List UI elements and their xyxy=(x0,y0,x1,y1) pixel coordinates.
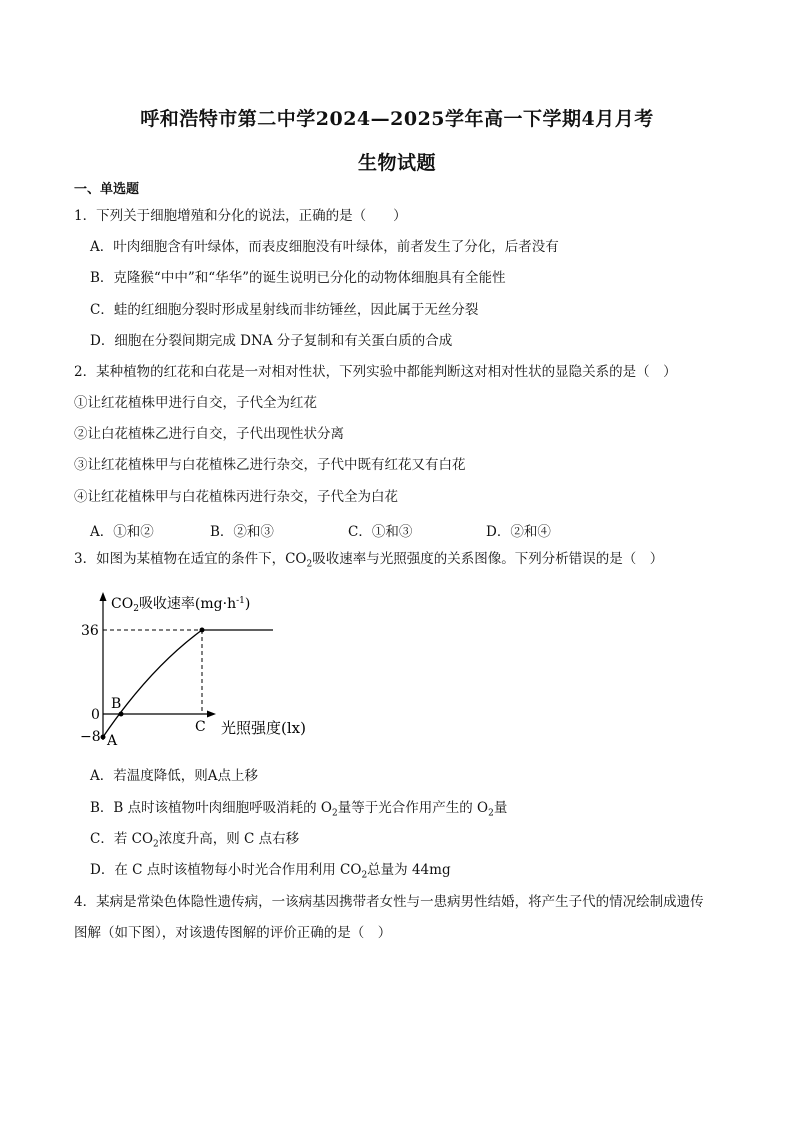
question-2-option-c: C．①和③ xyxy=(348,524,413,540)
co2-light-graph xyxy=(80,588,330,748)
graph-x-arrow xyxy=(207,711,216,718)
question-3-option-a: A．若温度降低，则A点上移 xyxy=(90,768,258,784)
graph-tick-0: 0 xyxy=(91,707,100,723)
question-1-option-c: C．蛙的红细胞分裂时形成星射线而非纺锤丝，因此属于无丝分裂 xyxy=(90,302,479,318)
graph-y-label: $CO_2$吸收速率$(mg\cdot h^{-1})$ xyxy=(111,596,251,614)
graph-point-a xyxy=(101,735,106,740)
graph-label-b: B xyxy=(111,696,122,712)
graph-point-c xyxy=(200,628,205,633)
question-2-stem: 2．某种植物的红花和白花是一对相对性状，下列实验中都能判断这对相对性状的显隐关系的是（ ） xyxy=(74,364,677,380)
question-3-option-d: D．在 C 点时该植物每小时光合作用利用 $CO_2$总量为 44mg xyxy=(90,862,451,881)
question-4-stem-line-1: 4．某病是常染色体隐性遗传病，一该病基因携带者女性与一患病男性结婚，将产生子代的情况绘制成遗传 xyxy=(74,894,704,910)
exam-subtitle: 生物试题 xyxy=(357,152,436,174)
question-2-statement-1: ①让红花植株甲进行自交，子代全为红花 xyxy=(74,395,317,411)
question-1-option-b: B．克隆猴“中中”和“华华”的诞生说明已分化的动物体细胞具有全能性 xyxy=(90,270,506,286)
graph-tick-36: 36 xyxy=(81,623,99,639)
graph-label-c: C xyxy=(195,719,206,735)
question-2-statement-4: ④让红花植株甲与白花植株丙进行杂交，子代全为白花 xyxy=(74,489,398,505)
question-1-stem: 1．下列关于细胞增殖和分化的说法，正确的是（ ） xyxy=(74,208,407,224)
section-heading: 一、单选题 xyxy=(74,182,140,197)
exam-title: 呼和浩特市第二中学2024—2025学年高一下学期4月月考 xyxy=(140,108,654,130)
question-1-option-d: D．细胞在分裂间期完成 DNA 分子复制和有关蛋白质的合成 xyxy=(90,333,453,349)
question-4-stem-line-2: 图解（如下图），对该遗传图解的评价正确的是（ ） xyxy=(74,925,392,941)
question-2-option-d: D．②和④ xyxy=(486,524,551,540)
question-2-option-b: B．②和③ xyxy=(210,524,274,540)
graph-curve xyxy=(103,630,202,737)
graph-label-a: A xyxy=(107,733,118,748)
question-2-statement-3: ③让红花植株甲与白花植株乙进行杂交，子代中既有红花又有白花 xyxy=(74,457,466,473)
graph-x-label: 光照强度(lx) xyxy=(221,719,306,737)
question-3-stem: 3．如图为某植物在适宜的条件下，$CO_2$吸收速率与光照强度的关系图像。下列分析错误的是（ ） xyxy=(74,551,664,570)
graph-y-arrow xyxy=(100,592,107,601)
graph-point-b xyxy=(119,712,124,717)
question-3-option-c: C．若 $CO_2$浓度升高，则 C 点右移 xyxy=(90,831,300,850)
question-1-option-a: A．叶肉细胞含有叶绿体，而表皮细胞没有叶绿体，前者发生了分化，后者没有 xyxy=(90,239,559,255)
question-3-option-b: B．B 点时该植物叶肉细胞呼吸消耗的 $O_2$量等于光合作用产生的 $O_2$量 xyxy=(90,800,508,819)
graph-tick-neg8: −8 xyxy=(80,729,101,745)
question-2-statement-2: ②让白花植株乙进行自交，子代出现性状分离 xyxy=(74,426,344,442)
question-2-option-a: A．①和② xyxy=(90,524,154,540)
